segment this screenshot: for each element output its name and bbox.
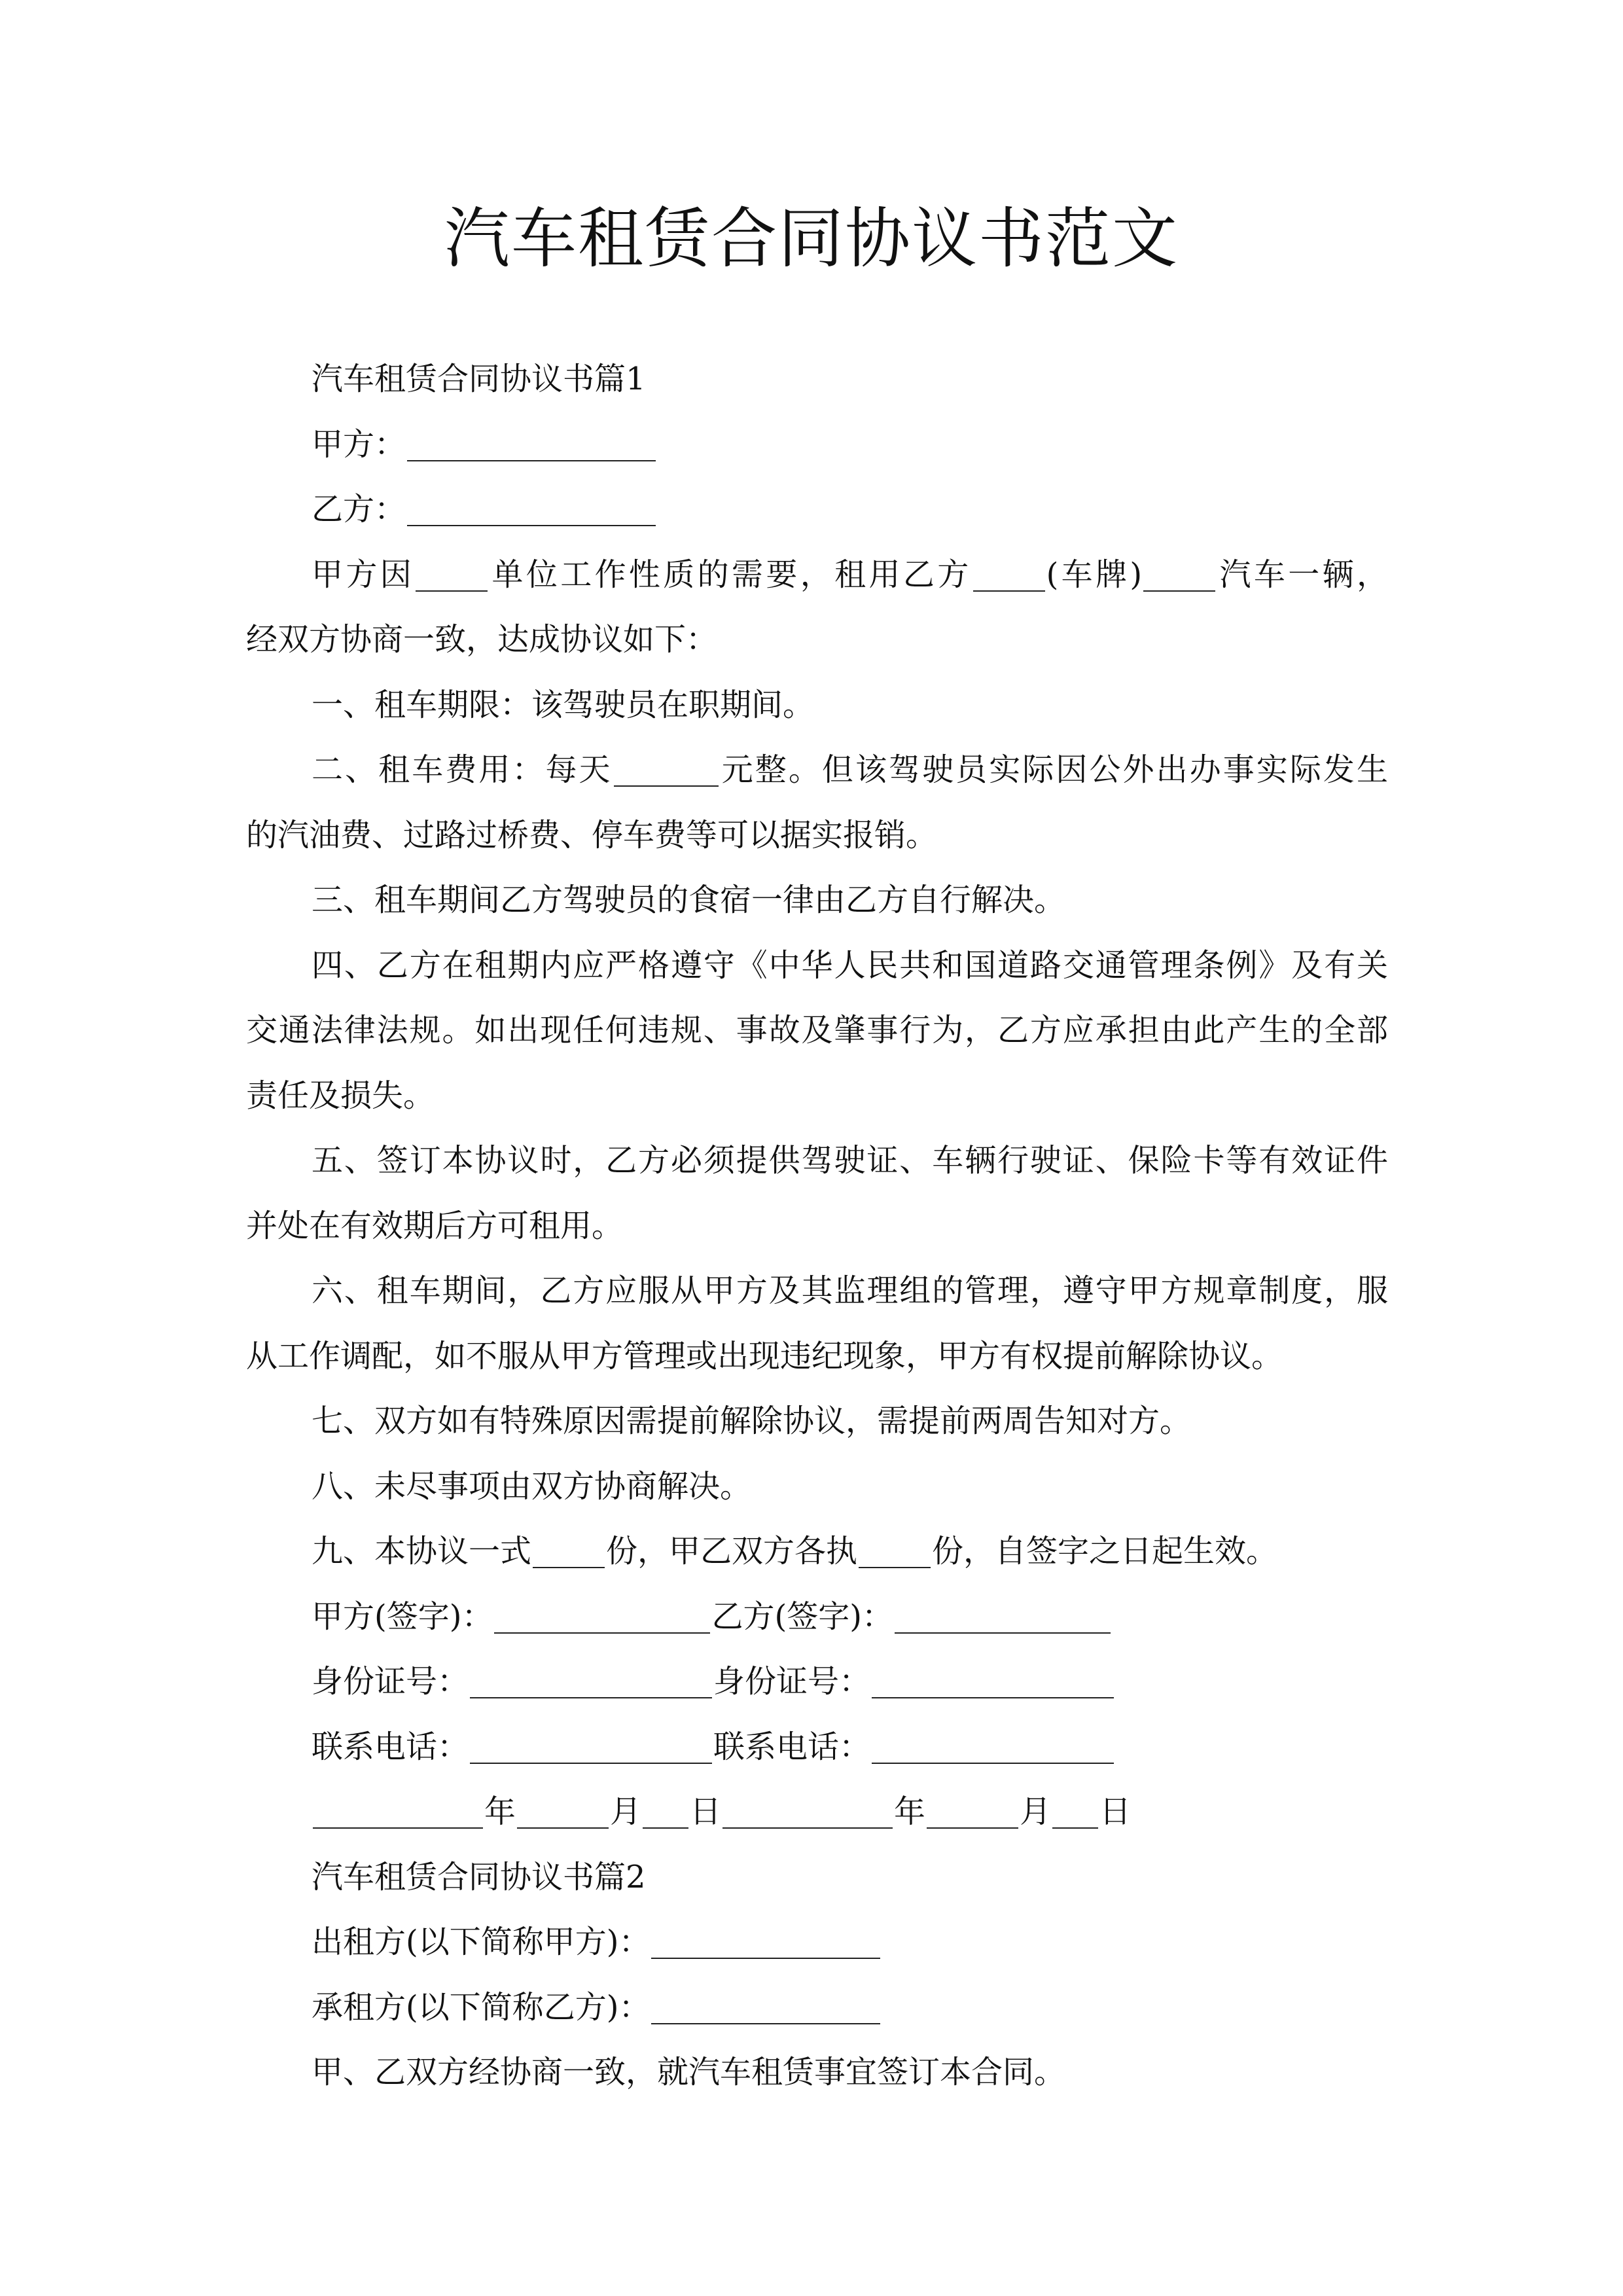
- fill-in-blank: [494, 1598, 710, 1634]
- line-text: 乙方：: [312, 491, 406, 528]
- paragraph-line: 八、未尽事项由双方协商解决。: [312, 1467, 752, 1505]
- paragraph-line: [246, 1585, 1388, 1650]
- paragraph-line: 四、乙方在租期内应严格遵守《中华人民共和国道路交通管理条例》及有关: [312, 946, 1388, 984]
- fill-in-blank: [470, 1663, 712, 1698]
- paragraph-line: 汽车租赁合同协议书篇2: [312, 1858, 646, 1895]
- fill-in-blank: [872, 1663, 1114, 1698]
- paragraph-line: 责任及损失。: [246, 1077, 435, 1114]
- paragraph-line: [246, 412, 1388, 478]
- paragraph-line: [246, 1519, 1388, 1585]
- document-title: 汽车租赁合同协议书范文: [444, 200, 1179, 277]
- paragraph-line: 交通法律法规。如出现任何违规、事故及肇事行为，乙方应承担由此产生的全部: [246, 1012, 1388, 1049]
- paragraph-line: 并处在有效期后方可租用。: [246, 1207, 624, 1244]
- paragraph-line: [246, 1649, 1388, 1715]
- paragraph-line: [246, 1975, 1388, 2041]
- line-text: 联系电话：: [713, 1728, 871, 1765]
- line-text: 份，自签字之日起生效。: [932, 1533, 1278, 1570]
- fill-in-blank: [643, 1793, 688, 1829]
- fill-in-blank: [859, 1533, 931, 1568]
- line-text: 身份证号：: [713, 1663, 871, 1700]
- paragraph-line: [246, 1910, 1388, 1975]
- paragraph-line: [246, 1715, 1388, 1780]
- line-text: 单位工作性质的需要，租用乙方: [489, 556, 972, 593]
- paragraph-line: 经双方协商一致，达成协议如下：: [246, 621, 718, 658]
- paragraph-line: [246, 477, 1388, 543]
- paragraph-line: [246, 543, 1388, 608]
- fill-in-blank: [651, 1924, 880, 1959]
- fill-in-blank: [927, 1793, 1018, 1829]
- fill-in-blank: [407, 491, 656, 526]
- line-text: 承租方(以下简称乙方)：: [312, 1988, 651, 2026]
- line-text: (车牌): [1046, 556, 1143, 593]
- line-text: 月: [610, 1793, 642, 1830]
- line-text: 出租方(以下简称甲方)：: [312, 1924, 651, 1960]
- line-text: 日: [1099, 1793, 1132, 1830]
- line-text: 日: [690, 1793, 722, 1830]
- paragraph-line: 的汽油费、过路过桥费、停车费等可以据实报销。: [246, 816, 938, 853]
- paragraph-line: [246, 738, 1388, 803]
- line-text: 份，甲乙双方各执: [606, 1533, 858, 1570]
- line-text: 元整。但该驾驶员实际因公外出办事实际发生: [719, 751, 1388, 788]
- fill-in-blank: [973, 556, 1045, 592]
- fill-in-blank: [1052, 1793, 1098, 1829]
- paragraph-line: 五、签订本协议时，乙方必须提供驾驶证、车辆行驶证、保险卡等有效证件: [312, 1142, 1388, 1179]
- fill-in-blank: [895, 1598, 1111, 1634]
- fill-in-blank: [416, 556, 488, 592]
- line-text: 甲方因: [312, 556, 415, 593]
- line-text: 甲方(签字)：: [312, 1598, 493, 1635]
- fill-in-blank: [722, 1793, 893, 1829]
- fill-in-blank: [872, 1729, 1114, 1764]
- line-text: 年: [894, 1793, 926, 1830]
- fill-in-blank: [651, 1989, 880, 2024]
- line-text: 年: [484, 1793, 516, 1830]
- line-text: 汽车一辆，: [1217, 556, 1388, 593]
- paragraph-line: [246, 1780, 1388, 1845]
- fill-in-blank: [313, 1793, 483, 1829]
- paragraph-line: 一、租车期限：该驾驶员在职期间。: [312, 686, 815, 723]
- fill-in-blank: [517, 1793, 609, 1829]
- document-body: [246, 347, 1388, 2106]
- line-text: 乙方(签字)：: [711, 1598, 893, 1635]
- line-text: 联系电话：: [312, 1728, 469, 1765]
- line-text: 身份证号：: [312, 1663, 469, 1700]
- line-text: 月: [1020, 1793, 1052, 1830]
- fill-in-blank: [533, 1533, 605, 1568]
- fill-in-blank: [614, 751, 719, 787]
- paragraph-line: 从工作调配，如不服从甲方管理或出现违纪现象，甲方有权提前解除协议。: [246, 1337, 1283, 1374]
- line-text: 九、本协议一式: [312, 1533, 532, 1570]
- fill-in-blank: [470, 1729, 712, 1764]
- paragraph-line: 六、租车期间，乙方应服从甲方及其监理组的管理，遵守甲方规章制度，服: [312, 1272, 1388, 1309]
- paragraph-line: 汽车租赁合同协议书篇1: [312, 361, 646, 397]
- paragraph-line: 甲、乙双方经协商一致，就汽车租赁事宜签订本合同。: [312, 2054, 1066, 2090]
- line-text: 甲方：: [312, 425, 406, 463]
- paragraph-line: 七、双方如有特殊原因需提前解除协议，需提前两周告知对方。: [312, 1403, 1192, 1439]
- fill-in-blank: [1143, 556, 1215, 592]
- fill-in-blank: [407, 426, 656, 461]
- line-text: 二、租车费用：每天: [312, 751, 613, 788]
- paragraph-line: 三、租车期间乙方驾驶员的食宿一律由乙方自行解决。: [312, 882, 1066, 918]
